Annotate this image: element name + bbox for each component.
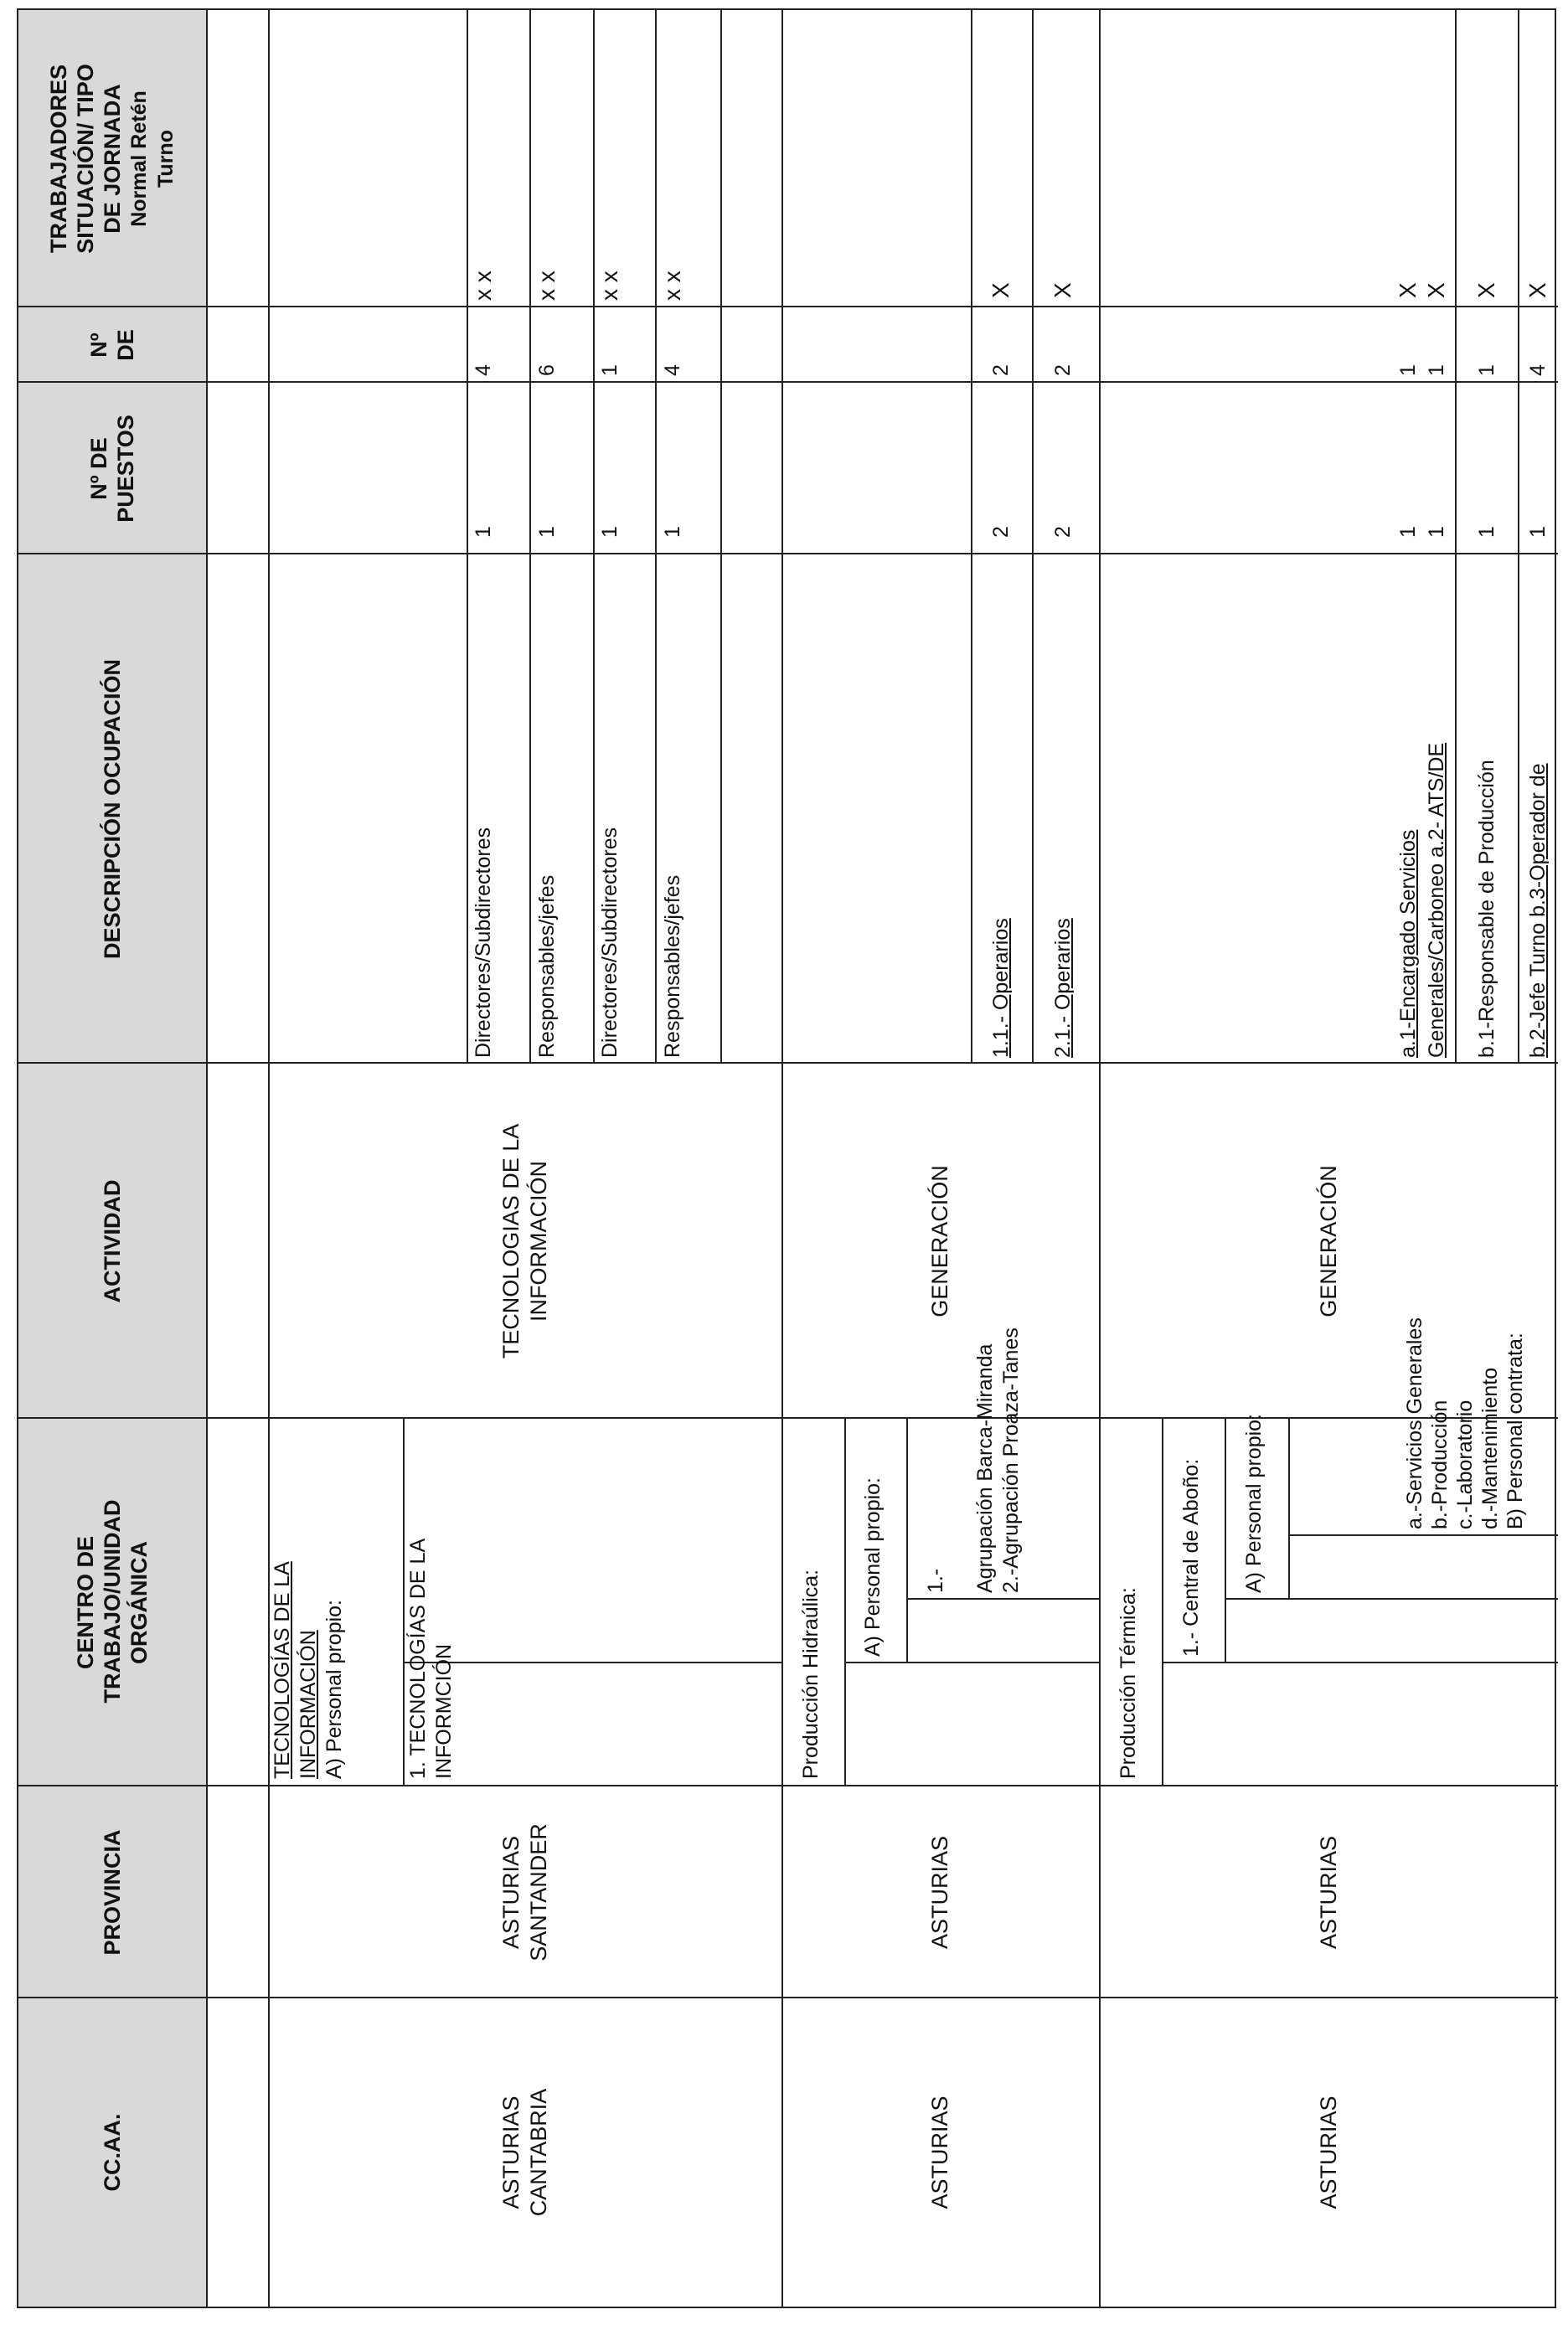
hid-agrup-2: 2.-Agrupación Proaza-Tanes: [999, 1327, 1023, 1593]
row-divider: [1518, 10, 1519, 1064]
hid-produccion: Producción Hidraúlica:: [799, 1569, 823, 1779]
ti-provincia: [268, 1786, 781, 1998]
header-trabajadores-l3: DE JORNADA: [100, 84, 125, 234]
header-actividad: ACTIVIDAD: [100, 1179, 125, 1303]
ti-desc-4: Responsables/jefes: [661, 874, 684, 1058]
hid-marks-1: X: [988, 282, 1014, 298]
header-ccaa: CC.AA.: [100, 2113, 125, 2192]
hid-marks-2: X: [1050, 282, 1075, 298]
ter-list-item: B) Personal contrata:: [1504, 1333, 1527, 1529]
ti-ccaa-l1: ASTURIAS: [498, 2096, 524, 2209]
ter-central: 1.- Central de Aboño:: [1179, 1458, 1203, 1657]
ter-marks-b1: X: [1473, 282, 1499, 298]
row-divider: [593, 10, 595, 1064]
ti-ccaa: [268, 1998, 781, 2307]
ti-centro-sub: [405, 1539, 457, 1779]
ter-nde-b1: 1: [1475, 364, 1498, 376]
col-divider: [1288, 1534, 1558, 1536]
row-divider: [720, 10, 722, 1064]
row-divider: [844, 1419, 846, 1786]
header-centro-label: CENTRO DE TRABAJO/UNIDAD ORGÁNICA: [73, 1499, 152, 1704]
ti-nde-4: 4: [661, 364, 684, 376]
ti-ccaa-l2: CANTABRIA: [525, 2088, 551, 2217]
ti-puestos-3: 1: [598, 526, 622, 538]
col-divider: [18, 306, 1558, 307]
hid-actividad: GENERACIÓN: [927, 1165, 952, 1317]
ter-marks-b2: X: [1524, 282, 1550, 298]
ti-prov-l2: SANTANDER: [525, 1823, 551, 1962]
hid-desc-1: 1.1.- Operarios: [989, 918, 1013, 1058]
ter-nde-a1: 1: [1396, 364, 1420, 376]
header-trabajadores: [18, 10, 206, 307]
col-divider: [403, 1662, 781, 1663]
header-trabajadores-l1: TRABAJADORES: [46, 64, 71, 254]
hid-nde-1: 2: [989, 364, 1013, 376]
row-divider: [1162, 1419, 1163, 1786]
hid-provincia: ASTURIAS: [927, 1835, 952, 1950]
row-divider: [467, 10, 468, 1064]
ter-puestos-b1: 1: [1475, 526, 1498, 538]
ter-nde-b2: 4: [1526, 364, 1550, 376]
ti-centro-title-l2: INFORMACIÓN: [297, 1630, 320, 1779]
row-divider: [971, 10, 972, 1064]
ter-list-item: a.-Servicios Generales: [1403, 1317, 1426, 1529]
ti-centro-sub-l1: 1. TECNOLOGÍAS DE LA: [406, 1538, 430, 1779]
row-divider: [1455, 10, 1457, 1064]
col-divider: [18, 381, 1558, 383]
ter-desc-b2: b.2-Jefe Turno b.3-Operador de: [1526, 763, 1550, 1058]
hid-num-label: 1.-: [924, 1568, 947, 1593]
col-divider: [18, 553, 1558, 554]
ter-actividad: GENERACIÓN: [1315, 1165, 1341, 1317]
occupation-table: [17, 8, 1556, 2308]
ti-actividad: [268, 1064, 781, 1419]
hid-nde-2: 2: [1051, 364, 1075, 376]
ti-centro-personal: A) Personal propio:: [322, 1599, 346, 1779]
ter-desc-a-l2: [1422, 743, 1451, 1058]
header-nde: [18, 307, 206, 383]
ti-puestos-1: 1: [472, 526, 495, 538]
ter-puestos-a: [1394, 526, 1451, 538]
ter-personal: A) Personal propio:: [1242, 1413, 1266, 1593]
ti-prov-l1: ASTURIAS: [498, 1835, 524, 1950]
ti-nde-2: 6: [535, 364, 559, 376]
ter-desc-a: [1394, 743, 1451, 1058]
header-trabajadores-l5: Turno: [154, 130, 178, 188]
ti-actividad-l2: INFORMACIÓN: [525, 1161, 551, 1322]
ter-desc-b1: b.1-Responsable de Producción: [1475, 760, 1498, 1058]
header-trabajadores-l2: SITUACIÓN/ TIPO: [73, 64, 98, 254]
hid-personal: A) Personal propio:: [861, 1477, 885, 1657]
header-provincia: PROVINCIA: [100, 1829, 125, 1956]
row-divider: [1225, 1419, 1226, 1663]
ti-marks-1: x x: [470, 271, 496, 301]
hid-puestos-2: 2: [1051, 526, 1075, 538]
ti-actividad-l1: TECNOLOGIAS DE LA: [498, 1123, 524, 1359]
ter-desc-a-l2-text: Generales/Carboneo a.2- ATS/DE: [1425, 742, 1448, 1058]
ter-desc-a-l1: a.1-Encargado Servicios: [1396, 829, 1420, 1058]
ter-marks-a: [1394, 282, 1451, 298]
ti-desc-2: Responsables/jefes: [535, 874, 559, 1058]
col-divider: [1225, 1598, 1558, 1600]
ti-desc-1: Directores/Subdirectores: [472, 827, 495, 1058]
ti-centro-sub-l2: INFORMCIÓN: [432, 1643, 456, 1779]
row-divider: [906, 1419, 908, 1663]
ter-ccaa: ASTURIAS: [1315, 2096, 1341, 2209]
header-puestos: [18, 383, 206, 554]
row-divider: [1288, 1419, 1290, 1600]
ter-list-item: b.-Producción: [1428, 1400, 1452, 1529]
ter-puestos-a2: 1: [1425, 526, 1448, 538]
ter-nde-a: [1394, 364, 1451, 376]
row-divider: [529, 10, 531, 1064]
ter-marks-a1: X: [1395, 282, 1421, 298]
header-descripcion: DESCRIPCIÓN OCUPACIÓN: [100, 658, 125, 960]
ti-puestos-4: 1: [661, 526, 684, 538]
ti-marks-3: x x: [596, 271, 622, 301]
ter-puestos-a1: 1: [1396, 526, 1420, 538]
ter-produccion: Producción Térmica:: [1117, 1587, 1140, 1779]
ti-marks-2: x x: [534, 271, 560, 301]
header-nde-label: Nº DE: [86, 329, 138, 361]
ti-nde-1: 4: [472, 364, 495, 376]
ter-puestos-b2: 1: [1526, 526, 1550, 538]
hid-puestos-1: 2: [989, 526, 1013, 538]
hid-ccaa: ASTURIAS: [927, 2096, 952, 2209]
ter-list-item: c.-Laboratorio: [1453, 1400, 1477, 1529]
ter-nde-a2: 1: [1425, 364, 1448, 376]
col-divider: [844, 1662, 1099, 1663]
row-divider: [403, 1419, 405, 1786]
row-divider: [655, 10, 657, 1064]
hid-desc-2: 2.1.- Operarios: [1051, 918, 1075, 1058]
ter-marks-a2: X: [1423, 282, 1449, 298]
ti-nde-3: 1: [598, 364, 622, 376]
col-divider: [906, 1598, 1099, 1600]
ter-provincia: ASTURIAS: [1315, 1835, 1341, 1950]
ti-centro-title: [270, 1561, 348, 1779]
header-trabajadores-l4: Normal Retén: [127, 90, 151, 227]
header-centro: [18, 1419, 206, 1786]
ti-marks-4: x x: [659, 271, 685, 301]
ti-centro-title-l1: TECNOLOGÍAS DE LA: [271, 1561, 294, 1779]
header-puestos-label: Nº DE PUESTOS: [86, 415, 138, 523]
ti-desc-3: Directores/Subdirectores: [598, 827, 622, 1058]
row-divider: [1032, 10, 1034, 1064]
col-divider: [1162, 1662, 1558, 1663]
ti-puestos-2: 1: [535, 526, 559, 538]
ter-list-item: d.-Mantenimiento: [1478, 1367, 1502, 1529]
hid-agrup-1: Agrupación Barca-Miranda: [973, 1343, 997, 1593]
